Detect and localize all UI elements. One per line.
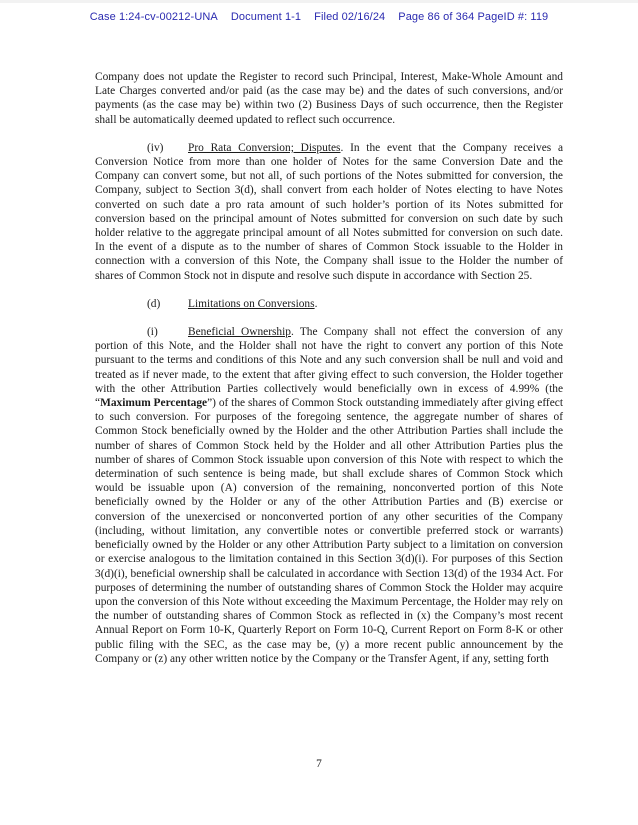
paragraph [95,141,563,283]
case-stamp-part: Page 86 of 364 PageID #: 119 [398,11,549,23]
case-stamp [0,11,638,23]
paragraph-label: (d) [147,297,161,310]
text-run: Limitations on Conversions [188,297,315,310]
paragraph-label: (i) [147,326,158,339]
text-run: . The Company shall not effect the conversion of any portion of this Note, and the Holder shall not have the right to convert any portion of this Note pursuant to the terms and conditions of this Note and any such conversion shall be null and void and treated as if never made, to the extent that after giving effect to such conversion, the Holder together with the other Attribution Parties collectively would beneficially own in excess of 4.99% (the “ [95,326,563,410]
document-body [95,70,563,680]
page-number: 7 [316,758,322,770]
text-run: Company does not update the Register to record such Principal, Interest, Make-Whole Amount and Late Charges converted and/or paid (as the case may be) and the dates of such conversions, and/or payments (as the case may be) within two (2) Business Days of such occurrence, then the Register shall be automatically deemed updated to reflect such occurrence. [95,71,563,126]
case-stamp-part: Filed 02/16/24 [314,11,386,23]
paragraph [95,70,563,127]
case-stamp-part: Document 1-1 [230,11,302,23]
text-run: . In the event that the Company receives a Conversion Notice from more than one holder of Notes for the same Conversion Date and the Company can convert some, but not all, of such portions of the Notes submitted for conversion, the Company, subject to Section 3(d), shall convert from each holder of Notes electing to have Notes converted on such date a pro rata amount of such holder’s portion of its Notes submitted for conversion based on the principal amount of Notes submitted for conversion on such date by such holder relative to the aggregate principal amount of all Notes submitted for conversion on such date. In the event of a dispute as to the number of shares of Common Stock issuable to the Holder in connection with a conversion of this Note, the Company shall issue to the Holder the number of shares of Common Stock not in dispute and resolve such dispute in accordance with Section 25. [95,141,563,282]
text-run: ”) of the shares of Common Stock outstanding immediately after giving effect to such conversion. For purposes of the foregoing sentence, the aggregate number of shares of Common Stock beneficially owned by the Holder and the other Attribution Parties shall include the number of shares of Common Stock held by the Holder and all other Attribution Parties plus the number of shares of Common Stock issuable upon conversion of this Note with respect to which the determination of such sentence is being made, but shall exclude shares of Common Stock which would be issuable upon (A) conversion of the remaining, nonconverted portion of this Note beneficially owned by the Holder or any of the other Attribution Parties and (B) exercise or conversion of the unexercised or nonconverted portion of any other securities of the Company (including, without limitation, any convertible notes or convertible preferred stock or warrants) beneficially owned by the Holder or any other Attribution Party subject to a limitation on conversion or exercise analogous to the limitation contained in this Section 3(d)(i). For purposes of this Section 3(d)(i), beneficial ownership shall be calculated in accordance with Section 13(d) of the 1934 Act. For purposes of determining the number of outstanding shares of Common Stock the Holder may acquire upon the conversion of this Note without exceeding the Maximum Percentage, the Holder may rely on the number of outstanding shares of Common Stock as reflected in (x) the Company’s most recent Annual Report on Form 10-K, Quarterly Report on Form 10-Q, Current Report on Form 8-K or other public filing with the SEC, as the case may be, (y) a more recent public announcement by the Company or (z) any other written notice by the Company or the Transfer Agent, if any, setting forth [95,397,563,665]
paragraph [95,325,563,666]
scan-artifact-edge [0,0,638,3]
text-run: Beneficial Ownership [188,326,291,339]
paragraph [95,297,563,311]
text-run: Pro Rata Conversion; Disputes [188,141,341,154]
text-run: . [314,297,318,310]
case-stamp-part: Case 1:24-cv-00212-UNA [89,11,218,23]
text-run: Maximum Percentage [100,397,208,410]
paragraph-label: (iv) [147,141,164,154]
